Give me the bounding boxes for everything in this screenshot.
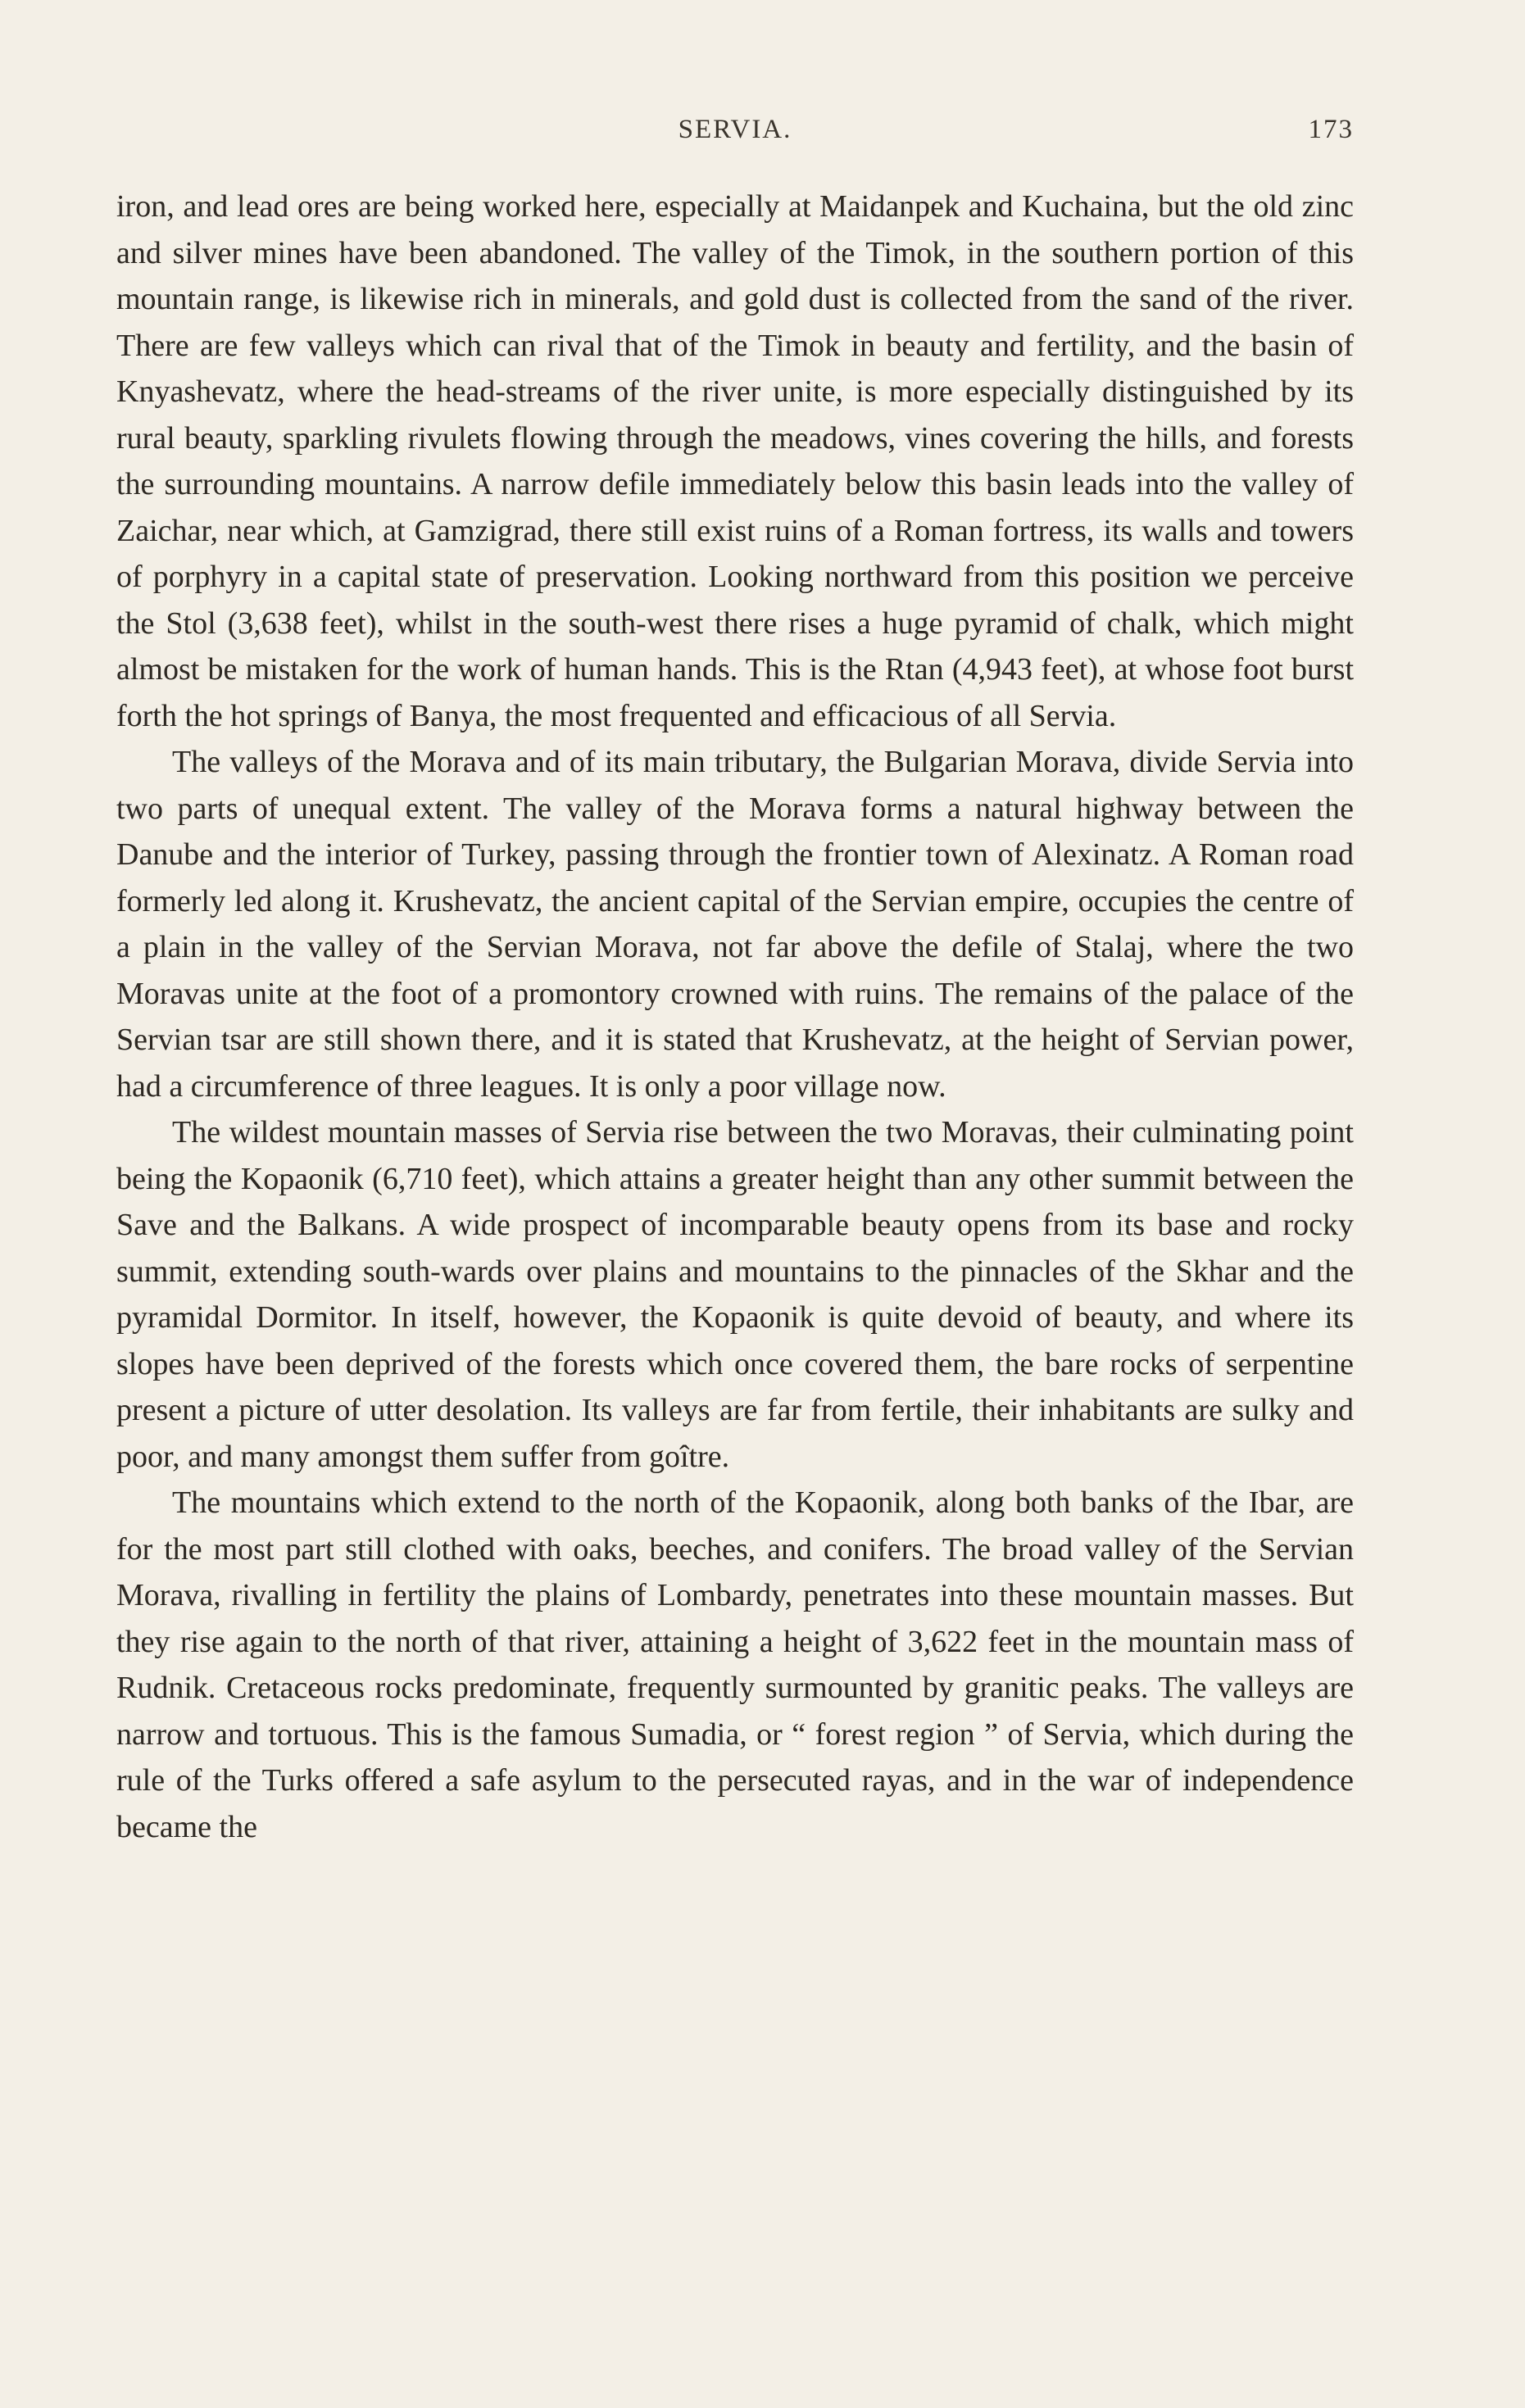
paragraph-kopaonik: The wildest mountain masses of Servia rise between the two Moravas, their culminating point being the Kopaonik (6,710 feet), which attains a greater height than any other summit between the Save and the Balkans. A wide prospect of incomparable beauty opens from its base and rocky summit, extending south-wards over plains and mountains to the pinnacles of the Skhar and the pyramidal Dormitor. In itself, however, the Kopaonik is quite devoid of beauty, and where its slopes have been deprived of the forests which once covered them, the bare rocks of serpentine present a picture of utter desolation. Its valleys are far from fertile, their inhabitants are sulky and poor, and many amongst them suffer from goître. [116,1115,1354,1474]
page-number: 173 [1308,115,1354,144]
paragraph-continued: iron, and lead ores are being worked here, especially at Maidanpek and Kuchaina, but the old zinc and silver mines have been abandoned. The valley of the Timok, in the southern portion of this mountain range, is likewise rich in minerals, and gold dust is collected from the sand of the river. There are few valleys which can rival that of the Timok in beauty and fertility, and the basin of Knyashevatz, where the head-streams of the river unite, is more especially distinguished by its rural beauty, sparkling rivulets flowing through the meadows, vines covering the hills, and forests the surrounding mountains. A narrow defile immediately below this basin leads into the valley of Zaichar, near which, at Gamzigrad, there still exist ruins of a Roman fortress, its walls and towers of porphyry in a capital state of preservation. Looking northward from this position we perceive the Stol (3,638 feet), whilst in the south-west there rises a huge pyramid of chalk, which might almost be mistaken for the work of human hands. This is the Rtan (4,943 feet), at whose foot burst forth the hot springs of Banya, the most frequented and efficacious of all Servia. [116,189,1354,733]
paragraph-morava: The valleys of the Morava and of its main tributary, the Bulgarian Morava, divide Servia into two parts of unequal extent. The valley of the Morava forms a natural highway between the Danube and the interior of Turkey, passing through the frontier town of Alexinatz. A Roman road formerly led along it. Krushevatz, the ancient capital of the Servian empire, occupies the centre of a plain in the valley of the Servian Morava, not far above the defile of Stalaj, where the two Moravas unite at the foot of a promontory crowned with ruins. The remains of the palace of the Servian tsar are still shown there, and it is stated that Krushevatz, at the height of Servian power, had a circumference of three leagues. It is only a poor village now. [116,745,1354,1104]
running-title: SERVIA. [678,115,792,144]
body-text [116,184,1354,1850]
running-head [116,115,1354,156]
paragraph-rudnik: The mountains which extend to the north of the Kopaonik, along both banks of the Ibar, are for the most part still clothed with oaks, beeches, and conifers. The broad valley of the Servian Morava, rivalling in fertility the plains of Lombardy, penetrates into these mountain masses. But they rise again to the north of that river, attaining a height of 3,622 feet in the mountain mass of Rudnik. Cretaceous rocks predominate, frequently surmounted by granitic peaks. The valleys are narrow and tortuous. This is the famous Sumadia, or “ forest region ” of Servia, which during the rule of the Turks offered a safe asylum to the persecuted rayas, and in the war of independence became the [116,1485,1354,1844]
